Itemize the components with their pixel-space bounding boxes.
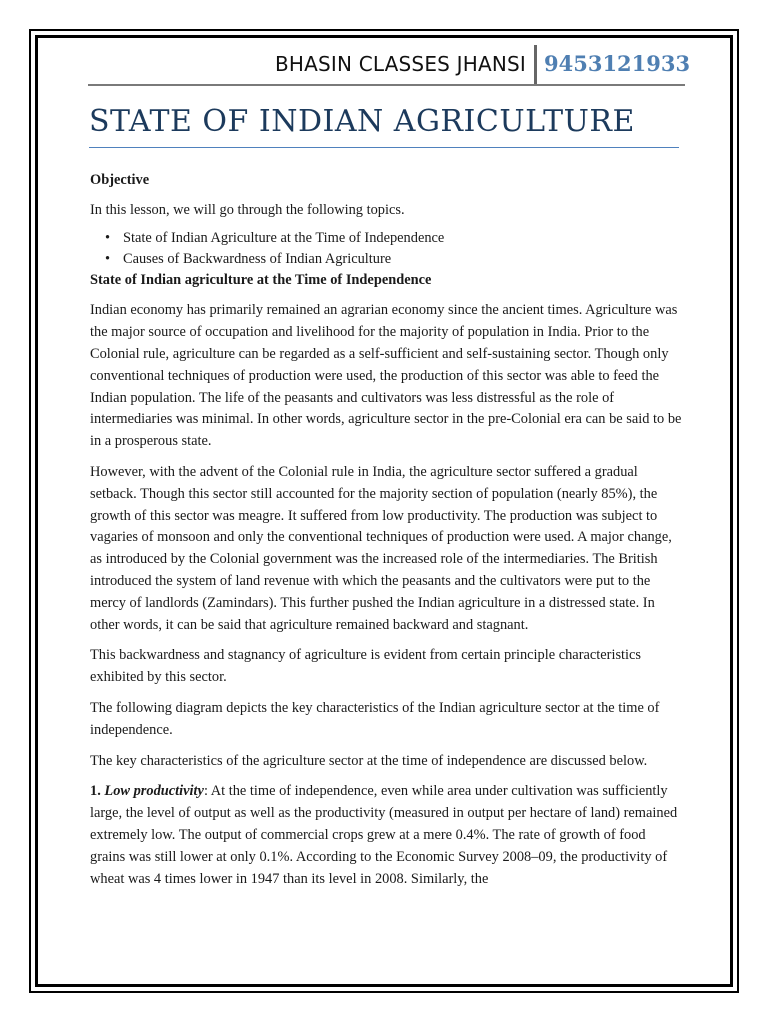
header-divider	[534, 45, 537, 86]
topic-label: Causes of Backwardness of Indian Agriculture	[123, 250, 392, 267]
document-body	[90, 170, 682, 899]
point-text: : At the time of independence, even while area under cultivation was sufficiently large, the level of output as well as the productivity (measured in output per hectare of land) remained extremely low. The output of commercial crops grew at a mere 0.4%. The rate of growth of food grains was still lower at only 0.1%. According to the Economic Survey 2008–09, the productivity of wheat was 4 times lower in 1947 than its level in 2008. Similarly, the	[90, 783, 678, 887]
topics-list	[90, 228, 682, 270]
header-phone-number: 9453121933	[544, 51, 691, 76]
list-item	[105, 228, 682, 249]
topic-label: State of Indian Agriculture at the Time of Independence	[123, 229, 445, 246]
paragraph: Indian economy has primarily remained an agrarian economy since the ancient times. Agriculture was the major source of occupation and livelihood for the majority of population in India. Prior to the Colonial rule, agriculture can be regarded as a self-sufficient and self-sustaining sector. Though only conventional techniques of production were used, the production of this sector was able to feed the Indian population. The life of the peasants and cultivators was less distressful as the role of intermediaries was minimal. In other words, agriculture sector in the pre-Colonial era can be said to be in a prosperous state.	[90, 302, 682, 450]
paragraph: The key characteristics of the agriculture sector at the time of independence are discussed below.	[90, 752, 648, 769]
section-heading: State of Indian agriculture at the Time of Independence	[90, 271, 432, 288]
point-term: Low productivity	[104, 783, 204, 800]
title-underline	[89, 147, 679, 148]
bullet-icon: •	[105, 229, 111, 246]
list-item	[105, 249, 682, 270]
paragraph: This backwardness and stagnancy of agriculture is evident from certain principle characteristics exhibited by this sector.	[90, 647, 642, 686]
header-rule	[88, 84, 685, 86]
bullet-icon: •	[105, 250, 111, 267]
intro-paragraph: In this lesson, we will go through the following topics.	[90, 201, 405, 218]
point-number: 1.	[90, 783, 101, 800]
point-low-productivity	[90, 781, 682, 890]
paragraph: The following diagram depicts the key characteristics of the Indian agriculture sector at the time of independence.	[90, 699, 660, 738]
paragraph: However, with the advent of the Colonial rule in India, the agriculture sector suffered a gradual setback. Though this sector still accounted for the majority section of population (nearly 85%), the growth of this sector was meagre. It suffered from low productivity. The production was subject to vagaries of monsoon and only the conventional techniques of production were used. A major change, as introduced by the Colonial government was the increased role of the intermediaries. The British introduced the system of land revenue with which the peasants and the cultivators were put to the mercy of landlords (Zamindars). This further pushed the Indian agriculture in a distressed state. In other words, it can be said that agriculture remained backward and stagnant.	[90, 463, 672, 633]
document-title: STATE OF INDIAN AGRICULTURE	[89, 104, 635, 139]
header-institute-name: BHASIN CLASSES JHANSI	[274, 52, 526, 76]
objective-heading: Objective	[90, 172, 150, 188]
page-header	[88, 45, 691, 85]
